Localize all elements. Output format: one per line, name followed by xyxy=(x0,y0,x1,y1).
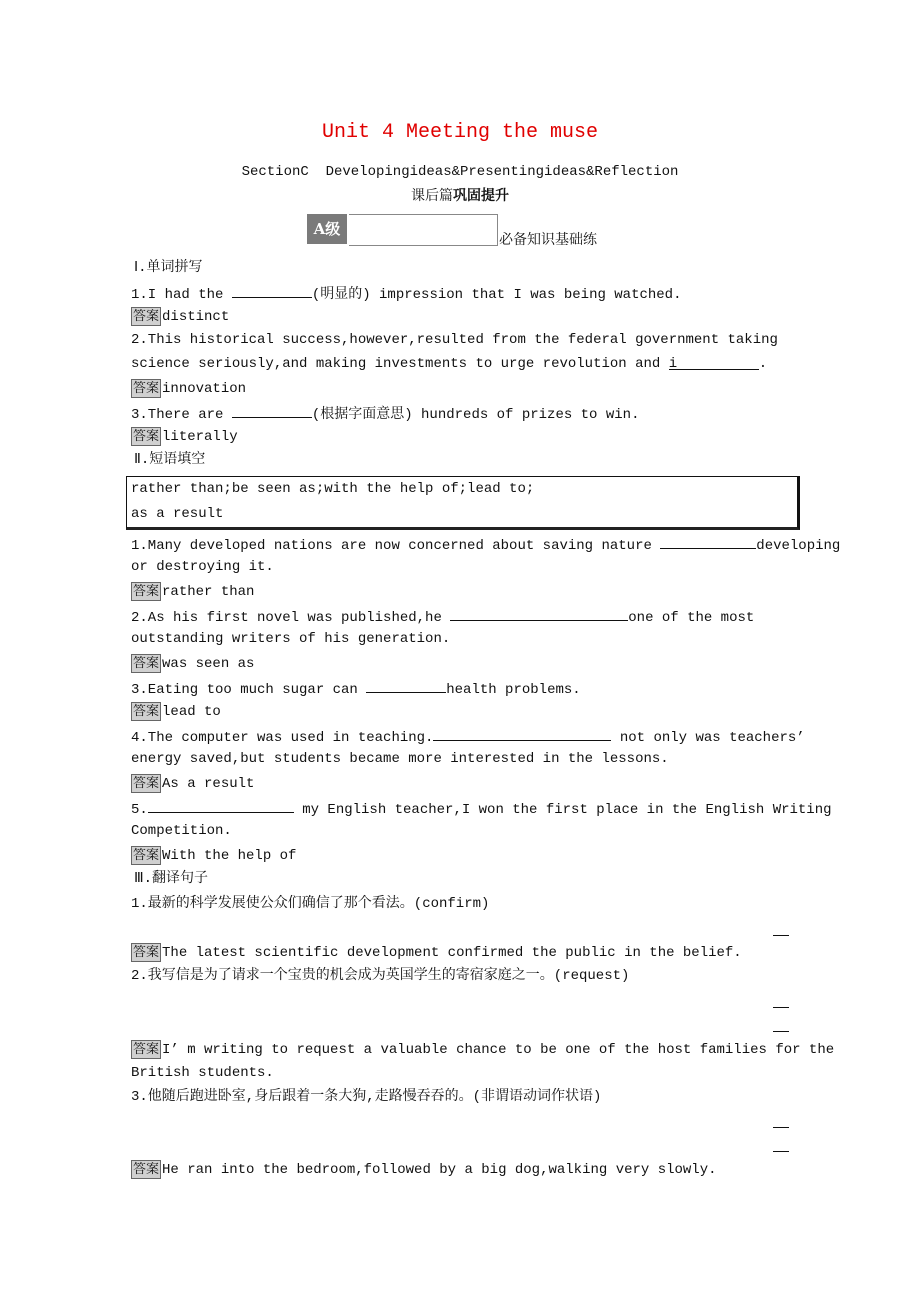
answer xyxy=(131,943,742,962)
answer xyxy=(131,702,221,721)
question xyxy=(131,798,832,819)
fill-blank xyxy=(148,798,294,813)
phrase-list-line: as a result xyxy=(131,506,224,522)
text-segment: He ran into the bedroom,followed by a big dog,walking very slowly. xyxy=(162,1162,717,1178)
level-label: 必备知识基础练 xyxy=(499,232,597,248)
section-subtitle: SectionC Developingideas&Presentingideas&Reflection xyxy=(241,164,679,180)
text-segment: 1.Many developed nations are now concerned about saving nature xyxy=(131,538,661,554)
fill-blank xyxy=(366,678,446,693)
text-segment: 1.I had the xyxy=(131,287,232,303)
text-segment: rather than xyxy=(162,584,255,600)
answer-line xyxy=(773,1151,789,1152)
text-segment: 5. xyxy=(131,802,148,818)
answer xyxy=(131,1040,834,1059)
fill-blank xyxy=(232,283,312,298)
phrase-list-line: rather than;be seen as;with the help of;lead to; xyxy=(131,481,535,497)
question: 2.我写信是为了请求一个宝贵的机会成为英国学生的寄宿家庭之一。(request) xyxy=(131,968,630,984)
answer-label: 答案 xyxy=(133,945,160,960)
question xyxy=(131,606,754,627)
question: 2.This historical success,however,resulted from the federal government taking xyxy=(131,332,778,348)
text-segment: The latest scientific development confirmed the public in the belief. xyxy=(162,945,742,961)
fill-blank xyxy=(660,534,756,549)
text-segment: not only was teachers’ xyxy=(611,730,805,746)
question xyxy=(131,403,639,424)
answer-line xyxy=(773,1031,789,1032)
text-segment: 2.As his first novel was published,he xyxy=(131,610,451,626)
answer-label: 答案 xyxy=(133,381,160,396)
fill-blank: i xyxy=(669,355,759,370)
text-segment: I’ m writing to request a valuable chance to be one of the host families for the xyxy=(162,1042,835,1058)
text-segment: 3.Eating too much sugar can xyxy=(131,682,367,698)
text-segment: literally xyxy=(162,429,238,445)
answer-label: 答案 xyxy=(133,656,160,671)
answer xyxy=(131,307,229,326)
answer-label: 答案 xyxy=(133,584,160,599)
text-segment: (根据字面意思) hundreds of prizes to win. xyxy=(311,407,640,423)
question: energy saved,but students became more interested in the lessons. xyxy=(131,751,669,767)
fill-blank xyxy=(450,606,628,621)
text-segment: one of the most xyxy=(628,610,755,626)
fill-blank xyxy=(433,726,611,741)
subheading-bold: 巩固提升 xyxy=(453,188,509,204)
section-2-heading: Ⅱ.短语填空 xyxy=(134,452,206,468)
question xyxy=(131,283,681,304)
text-segment: With the help of xyxy=(162,848,297,864)
text-segment: was seen as xyxy=(162,656,255,672)
answer-line xyxy=(773,1127,789,1128)
answer xyxy=(131,379,246,398)
question: 1.最新的科学发展使公众们确信了那个看法。(confirm) xyxy=(131,896,490,912)
text-segment: distinct xyxy=(162,309,230,325)
answer-label: 答案 xyxy=(133,309,160,324)
section-1-heading: Ⅰ.单词拼写 xyxy=(134,260,203,276)
answer-continued: British students. xyxy=(131,1065,274,1081)
text-segment: innovation xyxy=(162,381,247,397)
level-box xyxy=(349,214,498,246)
answer-label: 答案 xyxy=(133,1162,160,1177)
text-segment: my English teacher,I won the first place in the English Writing xyxy=(293,802,832,818)
answer xyxy=(131,1160,717,1179)
question xyxy=(131,534,840,555)
text-segment: . xyxy=(758,356,768,372)
text-segment: science seriously,and making investments to urge revolution and xyxy=(131,356,669,372)
question: Competition. xyxy=(131,823,232,839)
answer-line xyxy=(773,935,789,936)
subheading-normal: 课后篇 xyxy=(411,188,453,204)
page-title: Unit 4 Meeting the muse xyxy=(321,121,599,144)
subheading xyxy=(0,187,920,205)
answer-label: 答案 xyxy=(133,704,160,719)
answer xyxy=(131,774,254,793)
answer xyxy=(131,582,254,601)
text-segment: As a result xyxy=(162,776,255,792)
question xyxy=(131,726,805,747)
answer xyxy=(131,427,238,446)
text-segment: health problems. xyxy=(446,682,581,698)
question: outstanding writers of his generation. xyxy=(131,631,451,647)
level-badge: A级 xyxy=(307,214,347,244)
text-segment: (明显的) impression that I was being watched. xyxy=(311,287,682,303)
question xyxy=(131,678,581,699)
answer-label: 答案 xyxy=(133,429,160,444)
answer-label: 答案 xyxy=(133,848,160,863)
section-3-heading: Ⅲ.翻译句子 xyxy=(134,871,209,887)
fill-blank xyxy=(232,403,312,418)
text-segment: 3.There are xyxy=(131,407,232,423)
answer-line xyxy=(773,1007,789,1008)
text-segment: developing xyxy=(756,538,841,554)
text-segment: lead to xyxy=(162,704,221,720)
answer xyxy=(131,654,254,673)
answer-label: 答案 xyxy=(133,776,160,791)
question: or destroying it. xyxy=(131,559,274,575)
question: 3.他随后跑进卧室,身后跟着一条大狗,走路慢吞吞的。(非谓语动词作状语) xyxy=(131,1089,602,1105)
text-segment: 4.The computer was used in teaching. xyxy=(131,730,434,746)
question xyxy=(131,355,767,373)
answer xyxy=(131,846,296,865)
answer-label: 答案 xyxy=(133,1042,160,1057)
